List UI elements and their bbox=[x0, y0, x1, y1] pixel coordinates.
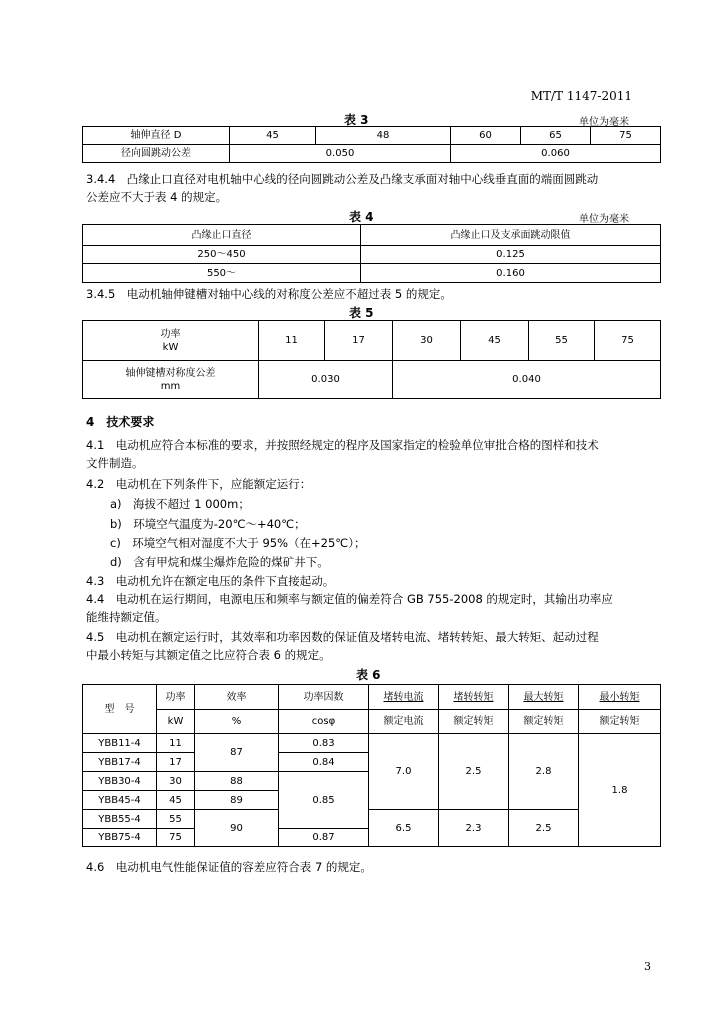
clause-4-2: 4.2 电动机在下列条件下，应能额定运行： bbox=[86, 477, 312, 491]
t3-row2-label: 径向圆跳动公差 bbox=[83, 145, 230, 163]
t6-pf: 0.84 bbox=[279, 753, 369, 772]
t6-lrc: 6.5 bbox=[369, 810, 439, 847]
t3-diameter: 60 bbox=[451, 127, 521, 145]
t6-type: YBB75-4 bbox=[83, 829, 157, 847]
t6-max: 2.5 bbox=[509, 810, 579, 847]
t6-unit: 额定转矩 bbox=[509, 710, 579, 734]
t6-head: 功率因数 bbox=[279, 685, 369, 710]
t6-head: 最小转矩 bbox=[579, 685, 661, 710]
list-item: d) 含有甲烷和煤尘爆炸危险的煤矿井下。 bbox=[110, 555, 329, 569]
t6-head: 堵转转矩 bbox=[439, 685, 509, 710]
t6-power: 55 bbox=[157, 810, 195, 829]
table3-unit: 单位为毫米 bbox=[579, 117, 629, 128]
clause-3-4-4: 3.4.4 凸缘止口直径对电机轴中心线的径向圆跳动公差及凸缘支承面对轴中心线垂直面的端面圆跳动 公差应不大于表 4 的规定。 bbox=[86, 172, 599, 204]
t6-power: 30 bbox=[157, 772, 195, 791]
t6-head: 效率 bbox=[195, 685, 279, 710]
t6-pf: 0.83 bbox=[279, 734, 369, 753]
t6-lrc: 7.0 bbox=[369, 734, 439, 810]
clause-4-3: 4.3 电动机允许在额定电压的条件下直接起动。 bbox=[86, 574, 335, 588]
t6-unit: kW bbox=[157, 710, 195, 734]
t5-power: 55 bbox=[529, 321, 595, 361]
t6-power: 17 bbox=[157, 753, 195, 772]
t3-diameter: 65 bbox=[521, 127, 591, 145]
table6-caption: 表 6 bbox=[356, 668, 381, 682]
t4-cell: 250～450 bbox=[83, 246, 361, 264]
page-number: 3 bbox=[644, 960, 651, 973]
t4-cell: 0.160 bbox=[361, 264, 661, 283]
table-5 bbox=[82, 320, 661, 399]
document-code: MT/T 1147-2011 bbox=[530, 89, 632, 103]
t5-sym-value: 0.040 bbox=[393, 361, 661, 399]
t6-head: 堵转电流 bbox=[369, 685, 439, 710]
t6-power: 75 bbox=[157, 829, 195, 847]
table4-unit: 单位为毫米 bbox=[579, 214, 629, 225]
t6-unit: % bbox=[195, 710, 279, 734]
table-3 bbox=[82, 126, 661, 163]
table3-caption: 表 3 bbox=[344, 113, 369, 127]
t3-diameter: 45 bbox=[230, 127, 316, 145]
list-item: c) 环境空气相对湿度不大于 95%（在+25℃）； bbox=[110, 536, 366, 550]
table-4 bbox=[82, 224, 661, 283]
t6-type: YBB17-4 bbox=[83, 753, 157, 772]
t5-power: 17 bbox=[325, 321, 393, 361]
t5-power: 75 bbox=[595, 321, 661, 361]
t5-power: 11 bbox=[259, 321, 325, 361]
t6-type: YBB11-4 bbox=[83, 734, 157, 753]
t4-cell: 550～ bbox=[83, 264, 361, 283]
t4-head: 凸缘止口直径 bbox=[83, 225, 361, 246]
t4-cell: 0.125 bbox=[361, 246, 661, 264]
clause-4-5: 4.5 电动机在额定运行时，其效率和功率因数的保证值及堵转电流、堵转转矩、最大转矩、起动过程 中最小转矩与其额定值之比应符合表 6 的规定。 bbox=[86, 630, 599, 662]
t5-sym-value: 0.030 bbox=[259, 361, 393, 399]
t6-eff: 88 bbox=[195, 772, 279, 791]
t6-pf: 0.85 bbox=[279, 772, 369, 829]
t6-type: YBB45-4 bbox=[83, 791, 157, 810]
t6-type: YBB55-4 bbox=[83, 810, 157, 829]
list-item: b) 环境空气温度为-20℃～+40℃； bbox=[110, 517, 306, 531]
t6-pf: 0.87 bbox=[279, 829, 369, 847]
clause-4-1: 4.1 电动机应符合本标准的要求，并按照经规定的程序及国家指定的检验单位审批合格的图样和技术 文件制造。 bbox=[86, 438, 599, 470]
t6-eff: 90 bbox=[195, 810, 279, 847]
t3-diameter: 48 bbox=[316, 127, 451, 145]
t6-eff: 87 bbox=[195, 734, 279, 772]
list-item: a) 海拔不超过 1 000m； bbox=[110, 497, 250, 511]
t3-row1-label: 轴伸直径 D bbox=[83, 127, 230, 145]
t6-max: 2.8 bbox=[509, 734, 579, 810]
t6-head: 功率 bbox=[157, 685, 195, 710]
t5-power: 45 bbox=[461, 321, 529, 361]
t6-power: 11 bbox=[157, 734, 195, 753]
t6-head-type: 型 号 bbox=[83, 685, 157, 734]
t5-power: 30 bbox=[393, 321, 461, 361]
t5-power-head: 功率 kW bbox=[83, 321, 259, 361]
t6-head: 最大转矩 bbox=[509, 685, 579, 710]
t3-tolerance: 0.060 bbox=[451, 145, 661, 163]
t6-unit: cosφ bbox=[279, 710, 369, 734]
t6-type: YBB30-4 bbox=[83, 772, 157, 791]
t6-unit: 额定转矩 bbox=[439, 710, 509, 734]
t6-min: 1.8 bbox=[579, 734, 661, 847]
t6-lrt: 2.3 bbox=[439, 810, 509, 847]
t3-tolerance: 0.050 bbox=[230, 145, 451, 163]
table4-caption: 表 4 bbox=[349, 210, 374, 224]
table-6 bbox=[82, 684, 661, 847]
t6-power: 45 bbox=[157, 791, 195, 810]
table5-caption: 表 5 bbox=[349, 306, 374, 320]
t5-sym-head: 轴伸键槽对称度公差 mm bbox=[83, 361, 259, 399]
t4-head: 凸缘止口及支承面跳动限值 bbox=[361, 225, 661, 246]
clause-4-4: 4.4 电动机在运行期间，电源电压和频率与额定值的偏差符合 GB 755-2008 的规定时，其输出功率应 能维持额定值。 bbox=[86, 592, 613, 624]
t6-lrt: 2.5 bbox=[439, 734, 509, 810]
t6-eff: 89 bbox=[195, 791, 279, 810]
t3-diameter: 75 bbox=[591, 127, 661, 145]
t6-unit: 额定电流 bbox=[369, 710, 439, 734]
clause-3-4-5: 3.4.5 电动机轴伸键槽对轴中心线的对称度公差应不超过表 5 的规定。 bbox=[86, 287, 452, 301]
section-4-heading: 4 技术要求 bbox=[86, 415, 155, 429]
t6-unit: 额定转矩 bbox=[579, 710, 661, 734]
clause-4-6: 4.6 电动机电气性能保证值的容差应符合表 7 的规定。 bbox=[86, 860, 372, 874]
